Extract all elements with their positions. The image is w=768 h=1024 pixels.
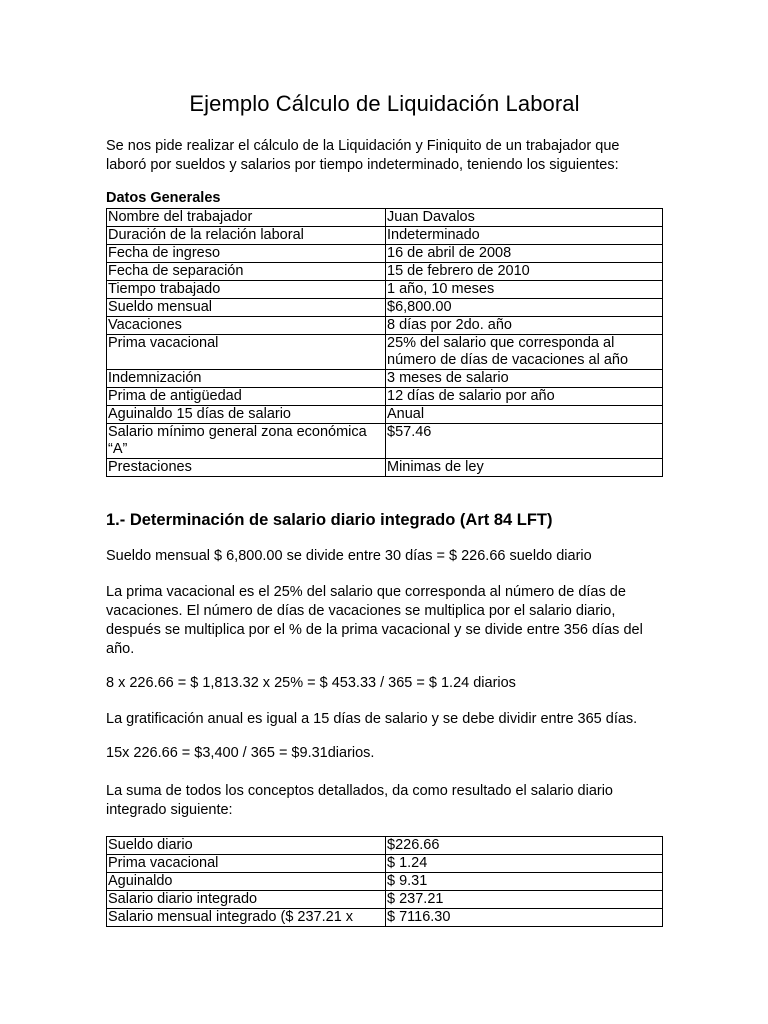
table-row — [107, 406, 663, 424]
table-cell: Minimas de ley — [386, 459, 663, 477]
table-cell: 12 días de salario por año — [386, 388, 663, 406]
table-cell: Nombre del trabajador — [107, 209, 386, 227]
table-cell: Vacaciones — [107, 317, 386, 335]
table-row — [107, 424, 663, 459]
intro-paragraph: Se nos pide realizar el cálculo de la Liquidación y Finiquito de un trabajador que laboró por sueldos y salarios por tiempo indeterminado, teniendo los siguientes: — [106, 138, 620, 173]
table-row — [107, 388, 663, 406]
table-row — [107, 317, 663, 335]
section-1-heading: 1.- Determinación de salario diario integrado (Art 84 LFT) — [106, 511, 553, 529]
table-cell: $ 9.31 — [386, 873, 663, 891]
table-cell: Juan Davalos — [386, 209, 663, 227]
paragraph: La gratificación anual es igual a 15 días de salario y se debe dividir entre 365 días. — [106, 711, 638, 727]
table-cell: Duración de la relación laboral — [107, 227, 386, 245]
table-cell: Tiempo trabajado — [107, 281, 386, 299]
table-cell: Sueldo diario — [107, 837, 386, 855]
table-cell: $ 237.21 — [386, 891, 663, 909]
table-row — [107, 263, 663, 281]
table-cell: Salario diario integrado — [107, 891, 386, 909]
table-cell: $57.46 — [386, 424, 663, 459]
table-row — [107, 227, 663, 245]
table-cell: Salario mínimo general zona económica “A” — [107, 424, 386, 459]
table-cell: Indemnización — [107, 370, 386, 388]
table-cell: Sueldo mensual — [107, 299, 386, 317]
table-cell: Prima vacacional — [107, 335, 386, 370]
table-cell: Salario mensual integrado ($ 237.21 x — [107, 909, 386, 927]
table-cell: Aguinaldo 15 días de salario — [107, 406, 386, 424]
table-cell: 25% del salario que corresponda al número de días de vacaciones al año — [386, 335, 663, 370]
table-cell: $226.66 — [386, 837, 663, 855]
table-cell: Prestaciones — [107, 459, 386, 477]
table-row — [107, 873, 663, 891]
table-cell: 16 de abril de 2008 — [386, 245, 663, 263]
summary-table — [106, 836, 663, 927]
table-cell: $6,800.00 — [386, 299, 663, 317]
calculation-line: 15x 226.66 = $3,400 / 365 = $9.31diarios. — [106, 745, 375, 761]
table-row — [107, 909, 663, 927]
general-data-heading: Datos Generales — [106, 190, 221, 206]
table-row — [107, 459, 663, 477]
table-row — [107, 370, 663, 388]
table-row — [107, 855, 663, 873]
table-row — [107, 891, 663, 909]
general-data-table — [106, 208, 663, 477]
paragraph: La suma de todos los conceptos detallados, da como resultado el salario diario integrado siguiente: — [106, 783, 613, 818]
table-cell: 8 días por 2do. año — [386, 317, 663, 335]
table-row — [107, 299, 663, 317]
table-cell: Prima vacacional — [107, 855, 386, 873]
paragraph: La prima vacacional es el 25% del salario que corresponda al número de días de vacaciones. El número de días de vacaciones se multiplica por el salario diario, después se multiplica por el % de la prima vacacional y se divide entre 356 días del año. — [106, 584, 643, 657]
table-cell: Indeterminado — [386, 227, 663, 245]
table-cell: Fecha de ingreso — [107, 245, 386, 263]
table-cell: Aguinaldo — [107, 873, 386, 891]
table-row — [107, 335, 663, 370]
table-cell: $ 1.24 — [386, 855, 663, 873]
calculation-line: 8 x 226.66 = $ 1,813.32 x 25% = $ 453.33 / 365 = $ 1.24 diarios — [106, 675, 516, 691]
page-title: Ejemplo Cálculo de Liquidación Laboral — [189, 91, 580, 116]
table-row — [107, 837, 663, 855]
table-cell: 3 meses de salario — [386, 370, 663, 388]
table-row — [107, 281, 663, 299]
table-cell: 15 de febrero de 2010 — [386, 263, 663, 281]
table-cell: Prima de antigüedad — [107, 388, 386, 406]
table-cell: 1 año, 10 meses — [386, 281, 663, 299]
table-cell: Fecha de separación — [107, 263, 386, 281]
table-cell: Anual — [386, 406, 663, 424]
table-row — [107, 209, 663, 227]
table-row — [107, 245, 663, 263]
paragraph: Sueldo mensual $ 6,800.00 se divide entre 30 días = $ 226.66 sueldo diario — [106, 548, 592, 564]
table-cell: $ 7116.30 — [386, 909, 663, 927]
